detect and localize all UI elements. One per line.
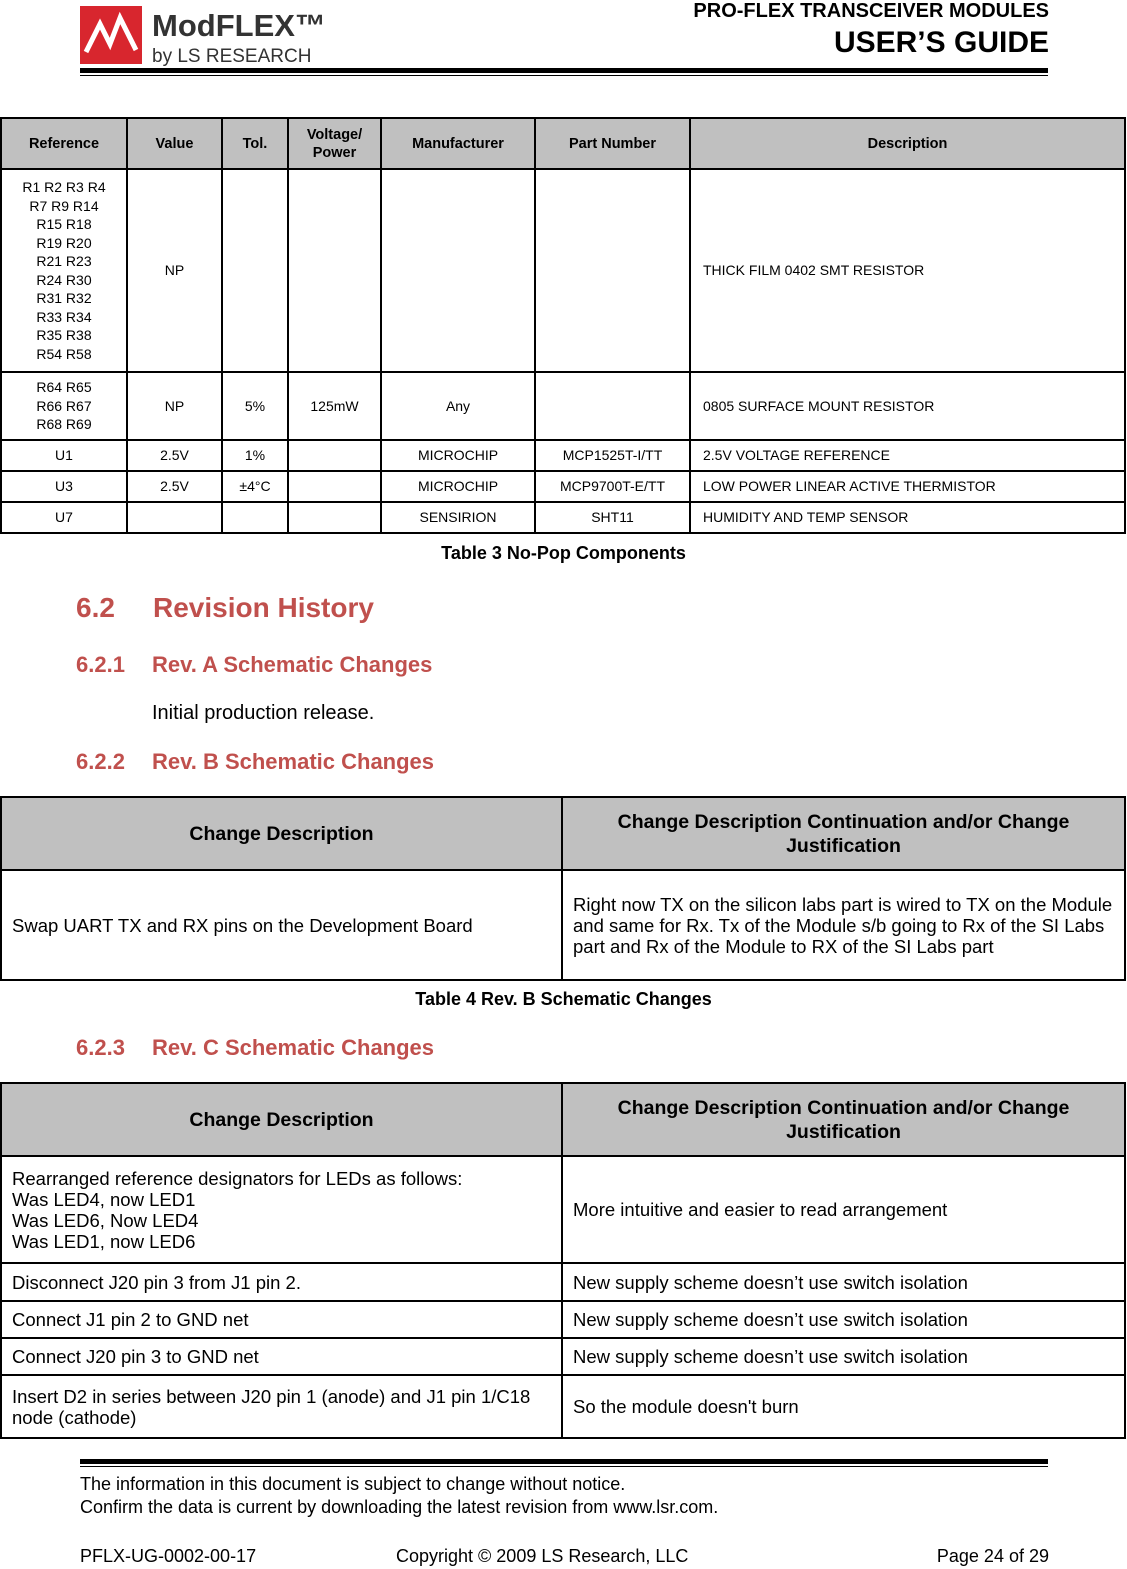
header-title-line1: PRO-FLEX TRANSCEIVER MODULES: [693, 0, 1049, 22]
change-line: Rearranged reference designators for LEDs as follows:: [12, 1167, 463, 1189]
cell-justification: More intuitive and easier to read arrangement: [562, 1156, 1125, 1263]
cell-power: [288, 502, 381, 533]
section-number: 6.2.3: [76, 1035, 125, 1060]
cell-manufacturer: Any: [381, 372, 535, 440]
table-header-row: [1, 1083, 1125, 1156]
footer-doc-number: PFLX-UG-0002-00-17: [80, 1546, 257, 1566]
cell-justification: New supply scheme doesn’t use switch isolation: [562, 1338, 1125, 1375]
cell-value: 2.5V: [127, 440, 222, 471]
table-row: [1, 1301, 1125, 1338]
table-row: [1, 169, 1125, 372]
table-row: [1, 372, 1125, 440]
cell-manufacturer: [381, 169, 535, 372]
cell-reference: U1: [1, 440, 127, 471]
section-heading-6-2-2: [76, 749, 434, 775]
table-rev-b-changes: [0, 796, 1126, 981]
table-row: [1, 870, 1125, 980]
cell-value: 2.5V: [127, 471, 222, 502]
cell-reference: R64 R65 R66 R67 R68 R69: [1, 372, 127, 440]
col-header-voltage-power: Voltage/ Power: [288, 118, 381, 169]
cell-part-number: MCP1525T-I/TT: [535, 440, 690, 471]
cell-manufacturer: MICROCHIP: [381, 440, 535, 471]
cell-part-number: SHT11: [535, 502, 690, 533]
rev-a-body: Initial production release.: [152, 702, 375, 724]
col-header-justification: Change Description Continuation and/or Change Justification: [562, 1083, 1125, 1156]
cell-reference: R1 R2 R3 R4 R7 R9 R14 R15 R18 R19 R20 R21 R23 R24 R30 R31 R32 R33 R34 R35 R38 R54 R58: [1, 169, 127, 372]
cell-change: Swap UART TX and RX pins on the Development Board: [1, 870, 562, 980]
table-row: [1, 440, 1125, 471]
cell-tol: 1%: [222, 440, 288, 471]
table-no-pop-components: [0, 117, 1126, 534]
cell-reference: U3: [1, 471, 127, 502]
section-number: 6.2.2: [76, 749, 125, 774]
cell-tol: ±4°C: [222, 471, 288, 502]
cell-description: THICK FILM 0402 SMT RESISTOR: [690, 169, 1125, 372]
change-line: Was LED6, Now LED4: [12, 1209, 199, 1231]
section-heading-6-2-3: [76, 1035, 434, 1061]
cell-manufacturer: MICROCHIP: [381, 471, 535, 502]
section-heading-6-2: [76, 592, 374, 624]
col-header-tol: Tol.: [222, 118, 288, 169]
footer-notice-line1: The information in this document is subject to change without notice.: [80, 1474, 626, 1494]
section-title: Rev. A Schematic Changes: [152, 652, 433, 677]
footer-rule-thin: [80, 1466, 1048, 1467]
cell-tol: [222, 502, 288, 533]
cell-change: Connect J1 pin 2 to GND net: [1, 1301, 562, 1338]
header-rule: [80, 68, 1048, 73]
cell-description: HUMIDITY AND TEMP SENSOR: [690, 502, 1125, 533]
table-row: [1, 1263, 1125, 1301]
cell-change: Connect J20 pin 3 to GND net: [1, 1338, 562, 1375]
company-logo: [80, 4, 355, 68]
col-header-manufacturer: Manufacturer: [381, 118, 535, 169]
section-title: Revision History: [153, 592, 374, 623]
cell-power: [288, 471, 381, 502]
table-rev-c-changes: [0, 1082, 1126, 1439]
col-header-reference: Reference: [1, 118, 127, 169]
footer-copyright: Copyright © 2009 LS Research, LLC: [396, 1546, 689, 1566]
cell-tol: [222, 169, 288, 372]
cell-tol: 5%: [222, 372, 288, 440]
header-title-line2: USER’S GUIDE: [833, 26, 1049, 59]
cell-justification: New supply scheme doesn’t use switch isolation: [562, 1301, 1125, 1338]
cell-description: 0805 SURFACE MOUNT RESISTOR: [690, 372, 1125, 440]
cell-description: 2.5V VOLTAGE REFERENCE: [690, 440, 1125, 471]
table-row: [1, 502, 1125, 533]
change-line: Was LED4, now LED1: [12, 1188, 196, 1210]
cell-change: Insert D2 in series between J20 pin 1 (anode) and J1 pin 1/C18 node (cathode): [1, 1375, 562, 1438]
col-header-value: Value: [127, 118, 222, 169]
cell-justification: Right now TX on the silicon labs part is wired to TX on the Module and same for Rx. Tx of the Module s/b going to Rx of the SI Labs part and Rx of the Module to RX of the SI Labs part: [562, 870, 1125, 980]
table-row: [1, 471, 1125, 502]
cell-part-number: MCP9700T-E/TT: [535, 471, 690, 502]
cell-value: NP: [127, 169, 222, 372]
section-title: Rev. B Schematic Changes: [152, 749, 435, 774]
change-line: Was LED1, now LED6: [12, 1230, 196, 1252]
table-header-row: [1, 797, 1125, 870]
cell-power: 125mW: [288, 372, 381, 440]
col-header-change-description: Change Description: [1, 1083, 562, 1156]
cell-justification: So the module doesn't burn: [562, 1375, 1125, 1438]
footer-rule: [80, 1459, 1048, 1464]
footer-page-number: Page 24 of 29: [936, 1546, 1049, 1566]
section-number: 6.2.1: [76, 652, 125, 677]
col-header-change-description: Change Description: [1, 797, 562, 870]
section-number: 6.2: [76, 592, 115, 623]
col-header-justification: Change Description Continuation and/or Change Justification: [562, 797, 1125, 870]
table-row: [1, 1375, 1125, 1438]
col-header-part-number: Part Number: [535, 118, 690, 169]
cell-manufacturer: SENSIRION: [381, 502, 535, 533]
header-rule-thin: [80, 75, 1048, 76]
cell-description: LOW POWER LINEAR ACTIVE THERMISTOR: [690, 471, 1125, 502]
table4-caption: Table 4 Rev. B Schematic Changes: [415, 989, 712, 1009]
cell-change: Disconnect J20 pin 3 from J1 pin 2.: [1, 1263, 562, 1301]
cell-change: [1, 1156, 562, 1263]
cell-power: [288, 169, 381, 372]
table-row: [1, 1338, 1125, 1375]
cell-part-number: [535, 372, 690, 440]
cell-justification: New supply scheme doesn’t use switch isolation: [562, 1263, 1125, 1301]
col-header-description: Description: [690, 118, 1125, 169]
cell-value: NP: [127, 372, 222, 440]
table3-caption: Table 3 No-Pop Components: [441, 543, 686, 563]
cell-part-number: [535, 169, 690, 372]
cell-value: [127, 502, 222, 533]
table-row: [1, 1156, 1125, 1263]
cell-reference: U7: [1, 502, 127, 533]
logo-byline: by LS RESEARCH: [152, 46, 312, 67]
footer-notice-line2: Confirm the data is current by downloading the latest revision from www.lsr.com.: [80, 1497, 719, 1517]
section-heading-6-2-1: [76, 652, 432, 678]
cell-power: [288, 440, 381, 471]
logo-brand: ModFLEX™: [152, 8, 326, 43]
table-header-row: [1, 118, 1125, 169]
section-title: Rev. C Schematic Changes: [152, 1035, 435, 1060]
